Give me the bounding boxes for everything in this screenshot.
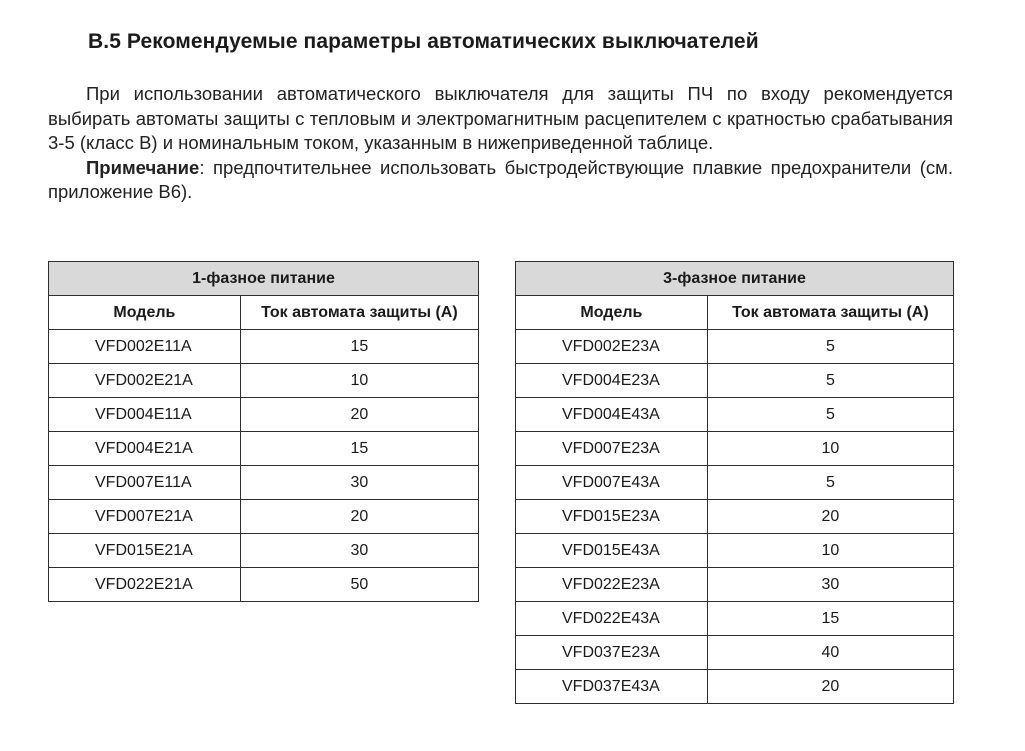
current-cell: 30 xyxy=(707,568,953,602)
model-cell: VFD037E23A xyxy=(516,636,708,670)
model-cell: VFD007E11A xyxy=(49,466,241,500)
model-cell: VFD002E23A xyxy=(516,330,708,364)
table-row xyxy=(516,466,954,500)
table-row xyxy=(49,568,479,602)
table-row xyxy=(516,636,954,670)
table-row xyxy=(516,568,954,602)
current-cell: 5 xyxy=(707,398,953,432)
column-header-model: Модель xyxy=(49,296,241,330)
model-cell: VFD002E11A xyxy=(49,330,241,364)
current-cell: 30 xyxy=(240,534,478,568)
table-row xyxy=(516,364,954,398)
model-cell: VFD022E21A xyxy=(49,568,241,602)
note-label: Примечание xyxy=(86,156,200,178)
model-cell: VFD015E43A xyxy=(516,534,708,568)
table-row xyxy=(49,364,479,398)
note-text: : предпочтительнее использовать быстродействующие плавкие предохранители (см. приложение В6). xyxy=(48,156,953,202)
model-cell: VFD004E11A xyxy=(49,398,241,432)
intro-text xyxy=(48,82,953,205)
table-row xyxy=(49,534,479,568)
model-cell: VFD022E43A xyxy=(516,602,708,636)
table-row xyxy=(49,398,479,432)
table-row xyxy=(516,534,954,568)
model-cell: VFD004E43A xyxy=(516,398,708,432)
model-cell: VFD007E43A xyxy=(516,466,708,500)
model-cell: VFD015E23A xyxy=(516,500,708,534)
current-cell: 20 xyxy=(707,670,953,704)
current-cell: 20 xyxy=(707,500,953,534)
table-row xyxy=(49,330,479,364)
column-header-model: Модель xyxy=(516,296,708,330)
current-cell: 5 xyxy=(707,330,953,364)
model-cell: VFD002E21A xyxy=(49,364,241,398)
table-row xyxy=(516,398,954,432)
note-paragraph xyxy=(48,156,953,205)
intro-paragraph: При использовании автоматического выключателя для защиты ПЧ по входу рекомендуется выбирать автоматы защиты с тепловым и электромагнитным расцепителем с кратностью срабатывания 3-5 (класс В) и номинальным током, указанным в нижеприведенной таблице. xyxy=(48,83,953,153)
current-cell: 5 xyxy=(707,364,953,398)
table-row xyxy=(49,432,479,466)
current-cell: 30 xyxy=(240,466,478,500)
current-cell: 10 xyxy=(240,364,478,398)
table-row xyxy=(516,500,954,534)
model-cell: VFD007E23A xyxy=(516,432,708,466)
current-cell: 5 xyxy=(707,466,953,500)
column-header-current: Ток автомата защиты (А) xyxy=(707,296,953,330)
current-cell: 10 xyxy=(707,432,953,466)
current-cell: 20 xyxy=(240,500,478,534)
model-cell: VFD004E21A xyxy=(49,432,241,466)
section-heading: B.5 Рекомендуемые параметры автоматических выключателей xyxy=(88,30,759,53)
model-cell: VFD004E23A xyxy=(516,364,708,398)
table-title: 1-фазное питание xyxy=(49,262,479,296)
current-cell: 50 xyxy=(240,568,478,602)
table-row xyxy=(516,602,954,636)
table-row xyxy=(516,330,954,364)
model-cell: VFD007E21A xyxy=(49,500,241,534)
single-phase-table xyxy=(48,261,479,602)
model-cell: VFD015E21A xyxy=(49,534,241,568)
three-phase-table xyxy=(515,261,954,704)
table-row xyxy=(516,432,954,466)
model-cell: VFD022E23A xyxy=(516,568,708,602)
table-title: 3-фазное питание xyxy=(516,262,954,296)
column-header-current: Ток автомата защиты (А) xyxy=(240,296,478,330)
current-cell: 15 xyxy=(707,602,953,636)
table-row xyxy=(49,466,479,500)
current-cell: 15 xyxy=(240,330,478,364)
current-cell: 20 xyxy=(240,398,478,432)
table-row xyxy=(516,670,954,704)
table-row xyxy=(49,500,479,534)
current-cell: 15 xyxy=(240,432,478,466)
current-cell: 40 xyxy=(707,636,953,670)
current-cell: 10 xyxy=(707,534,953,568)
model-cell: VFD037E43A xyxy=(516,670,708,704)
